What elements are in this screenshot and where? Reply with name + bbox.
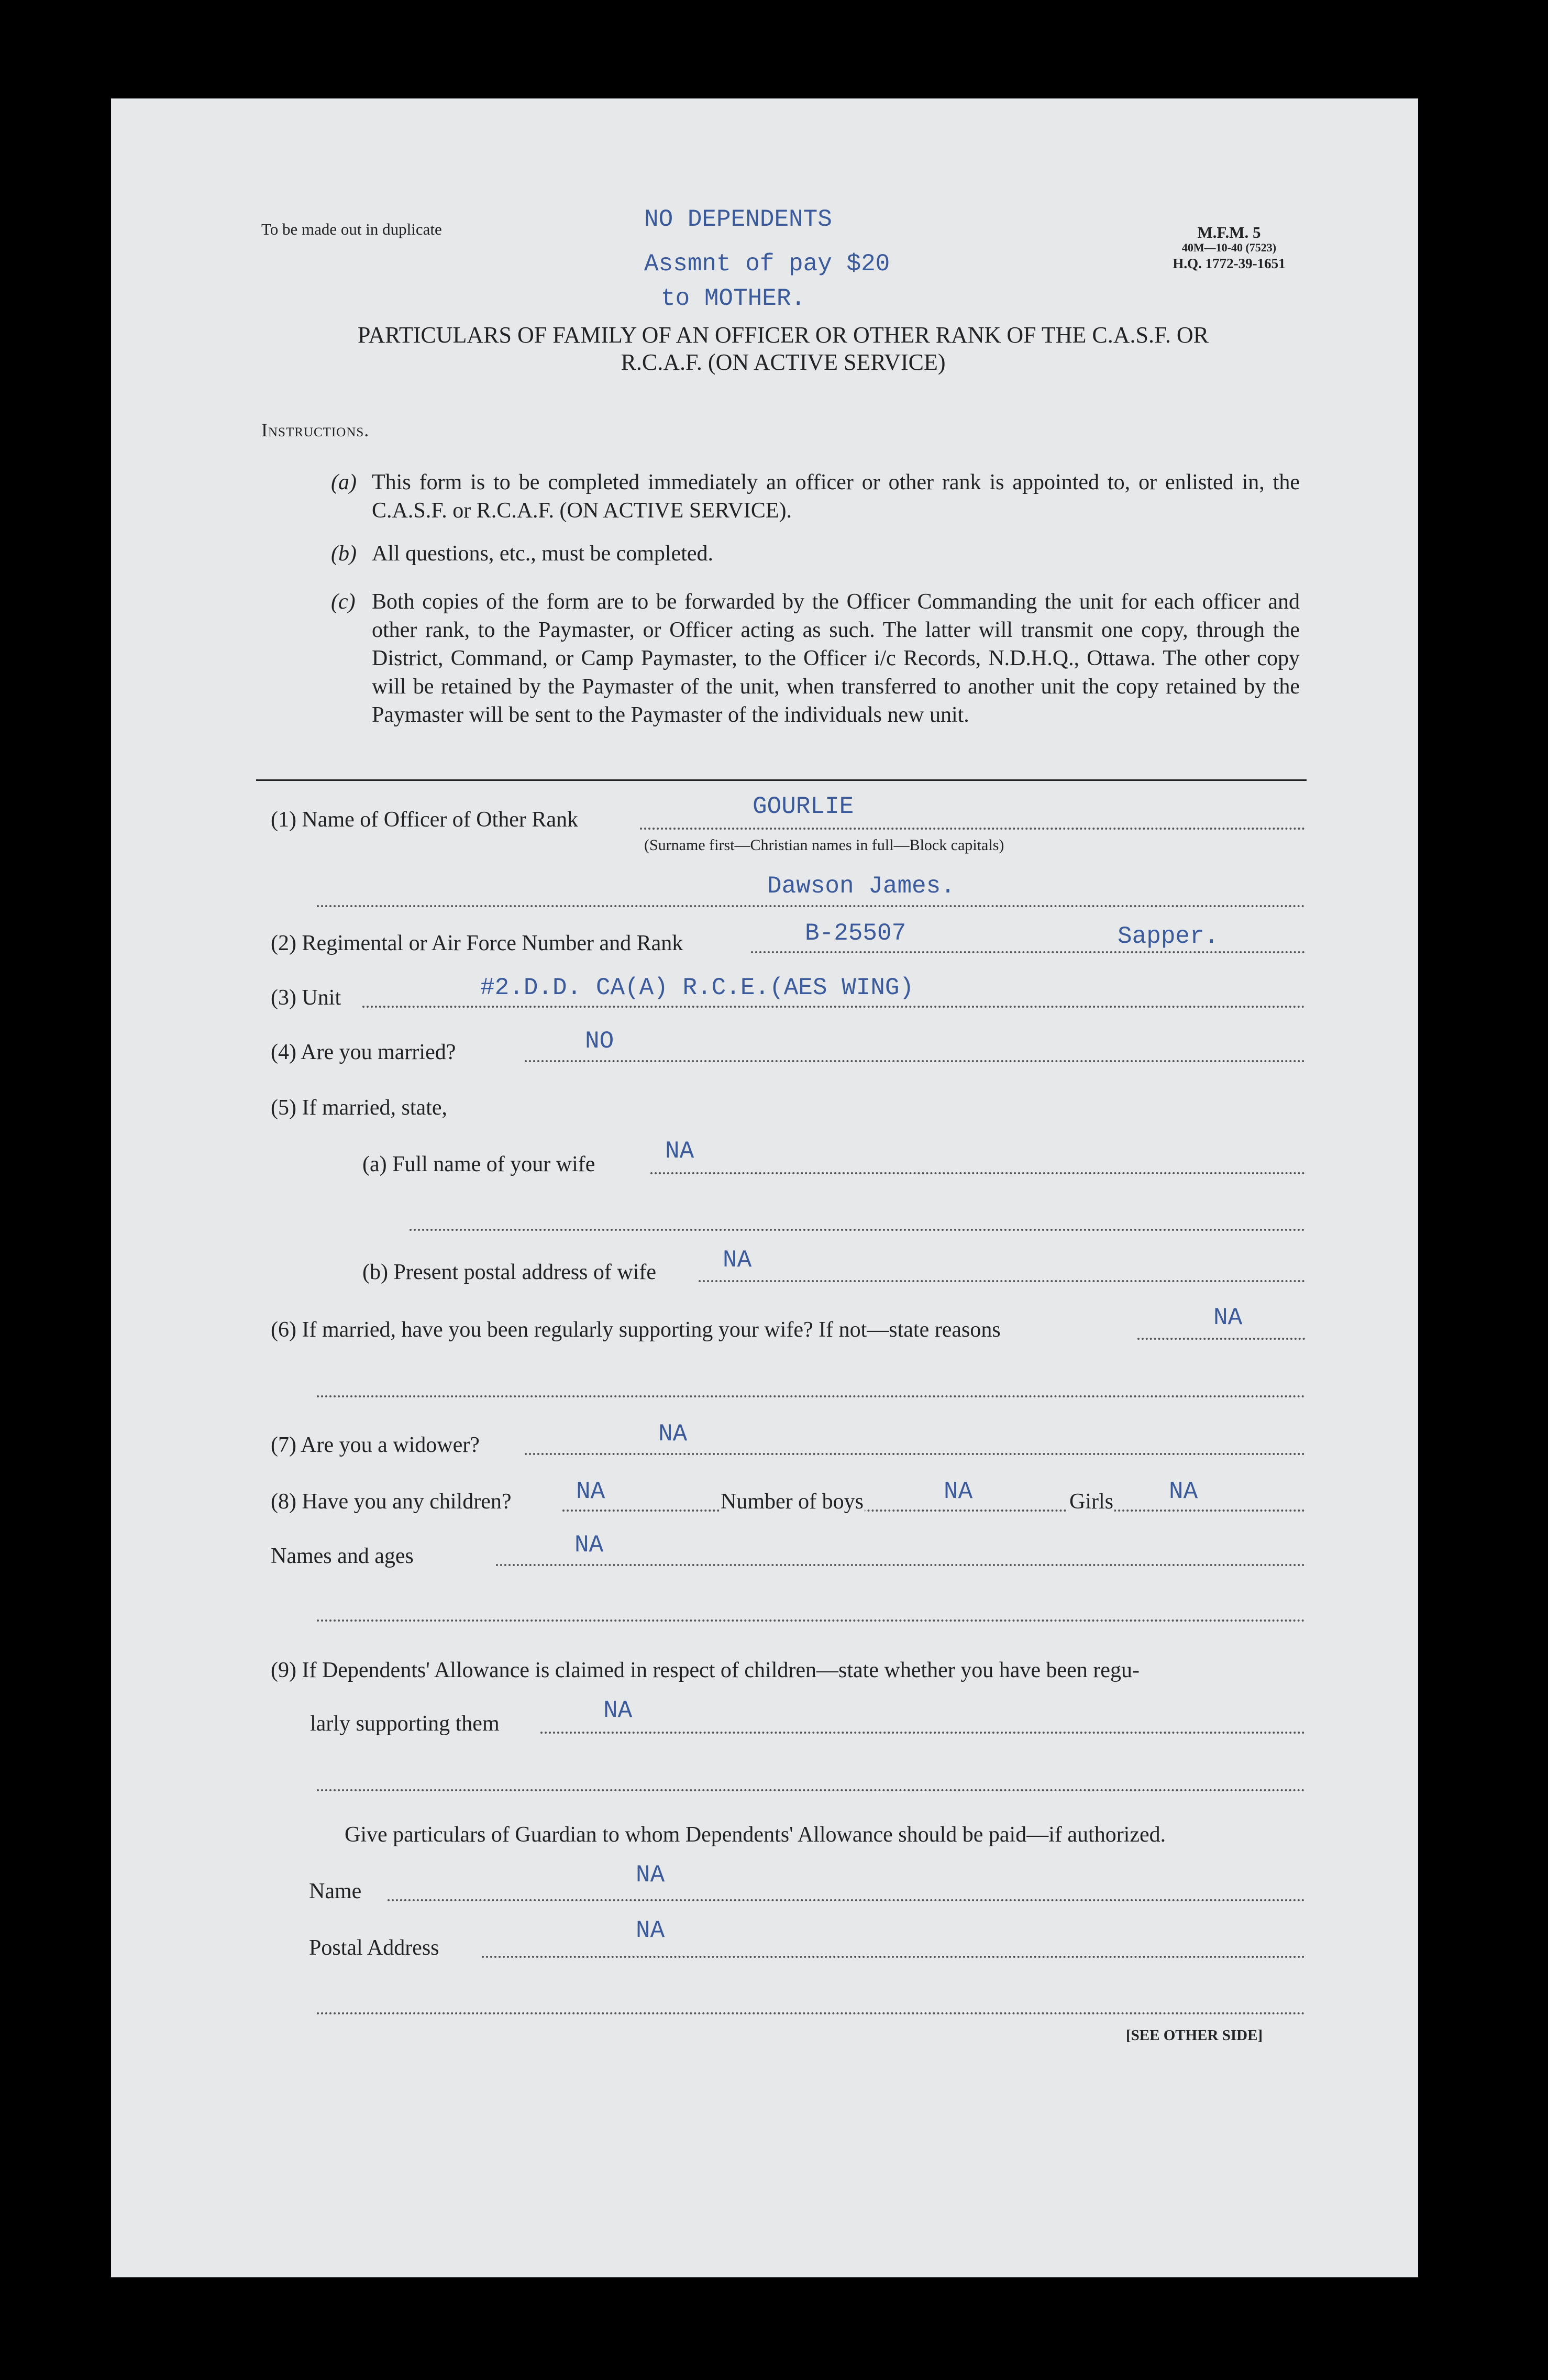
instruction-text-b: All questions, etc., must be completed. [372,542,714,566]
instructions-heading: Instructions. [261,420,370,440]
instruction-text-c: Both copies of the form are to be forwarded by the Officer Commanding the unit for each officer and other rank, to the Paymaster, or Officer acting as such. The latter will transmit one copy, through the District, Command, or Camp Paymaster, to the Officer i/c Records, N.D.H.Q., Ottawa. The other copy will be retained by the Paymaster of the unit, when transferred to another unit the copy retained by the Paymaster will be sent to the Paymaster of the individuals new unit. [372,590,1300,727]
q1-label: (1) Name of Officer of Other Rank [271,808,578,832]
guardian-address[interactable]: NA [636,1917,665,1944]
guardian-name-label: Name [309,1879,362,1903]
q2-number[interactable]: B-25507 [805,920,906,947]
q1-surname[interactable]: GOURLIE [753,793,854,820]
q8-label: (8) Have you any children? [271,1490,512,1514]
q2-line [751,951,1305,953]
q4-label: (4) Are you married? [271,1040,456,1064]
hq-number: H.Q. 1772-39-1651 [1173,256,1286,271]
q6-support[interactable]: NA [1213,1304,1243,1331]
section-divider [256,779,1307,781]
q1-given-names[interactable]: Dawson James. [767,873,955,900]
form-number: M.F.M. 5 [1197,223,1261,241]
q6-line [1137,1338,1305,1340]
instruction-marker-b: (b) [331,542,357,566]
instruction-text-a: This form is to be completed immediately an officer or other rank is appointed to, or enlisted in, the C.A.S.F. or R.C.A.F. (ON ACTIVE SERVICE). [372,470,1300,523]
q8-names-label: Names and ages [271,1544,414,1568]
print-code: 40M—10-40 (7523) [1181,241,1277,254]
q6-line-2 [317,1395,1305,1397]
typed-note-2: Assmnt of pay $20 [644,250,890,278]
q4-married[interactable]: NO [585,1028,614,1055]
q9-line-2 [317,1789,1305,1791]
q4-line [525,1060,1305,1062]
instruction-marker-a: (a) [331,470,357,494]
q5a-line-2 [410,1229,1305,1231]
form-page [111,98,1418,2277]
q8-names-line [496,1564,1305,1566]
q8-names-line-2 [317,1619,1305,1622]
q5a-label: (a) Full name of your wife [362,1152,595,1176]
instruction-marker-c: (c) [331,590,356,614]
q8-children[interactable]: NA [576,1478,605,1505]
typed-note-3: to MOTHER. [661,285,806,312]
q1-line [640,828,1305,830]
guardian-address-line [482,1956,1305,1958]
duplicate-note: To be made out in duplicate [261,220,442,238]
q3-label: (3) Unit [271,986,341,1010]
q1-hint: (Surname first—Christian names in full—Block capitals) [644,836,1004,854]
q6-label: (6) If married, have you been regularly supporting your wife? If not—state reasons [271,1318,1001,1342]
q5-label: (5) If married, state, [271,1096,448,1120]
q8-boys-label: Number of boys [721,1490,864,1514]
q9-label-2: larly supporting them [310,1712,500,1736]
q2-rank[interactable]: Sapper. [1118,923,1219,950]
q5b-wife-address[interactable]: NA [723,1247,752,1274]
q9-support[interactable]: NA [603,1697,633,1724]
q8-line [562,1509,1305,1512]
guardian-intro: Give particulars of Guardian to whom Dependents' Allowance should be paid—if authorized. [345,1823,1166,1847]
q1-line-2 [317,905,1305,907]
q9-label-1: (9) If Dependents' Allowance is claimed in respect of children—state whether you have been regu- [271,1658,1140,1682]
title-line-2: R.C.A.F. (ON ACTIVE SERVICE) [621,349,946,375]
q8-names[interactable]: NA [574,1531,604,1559]
q5a-wife-name[interactable]: NA [665,1138,694,1165]
title-line-1: PARTICULARS OF FAMILY OF AN OFFICER OR OTHER RANK OF THE C.A.S.F. OR [357,322,1209,348]
typed-note-1: NO DEPENDENTS [644,206,832,233]
q3-line [362,1006,1305,1008]
q9-line [540,1732,1305,1734]
guardian-address-line-2 [317,2012,1305,2014]
q5b-label: (b) Present postal address of wife [362,1260,657,1284]
guardian-name-line [388,1899,1305,1901]
see-other-side: [SEE OTHER SIDE] [1126,2027,1263,2044]
q8-girls-label: Girls [1069,1490,1113,1514]
q7-line [525,1453,1305,1455]
guardian-name[interactable]: NA [636,1861,665,1889]
q8-girls[interactable]: NA [1169,1478,1198,1505]
q5a-line [650,1172,1305,1174]
q2-label: (2) Regimental or Air Force Number and Rank [271,931,683,955]
q7-label: (7) Are you a widower? [271,1433,480,1457]
q3-unit[interactable]: #2.D.D. CA(A) R.C.E.(AES WING) [480,974,914,1001]
q5b-line [699,1280,1305,1282]
guardian-address-label: Postal Address [309,1936,439,1960]
q7-widower[interactable]: NA [658,1420,688,1448]
q8-boys[interactable]: NA [944,1478,973,1505]
